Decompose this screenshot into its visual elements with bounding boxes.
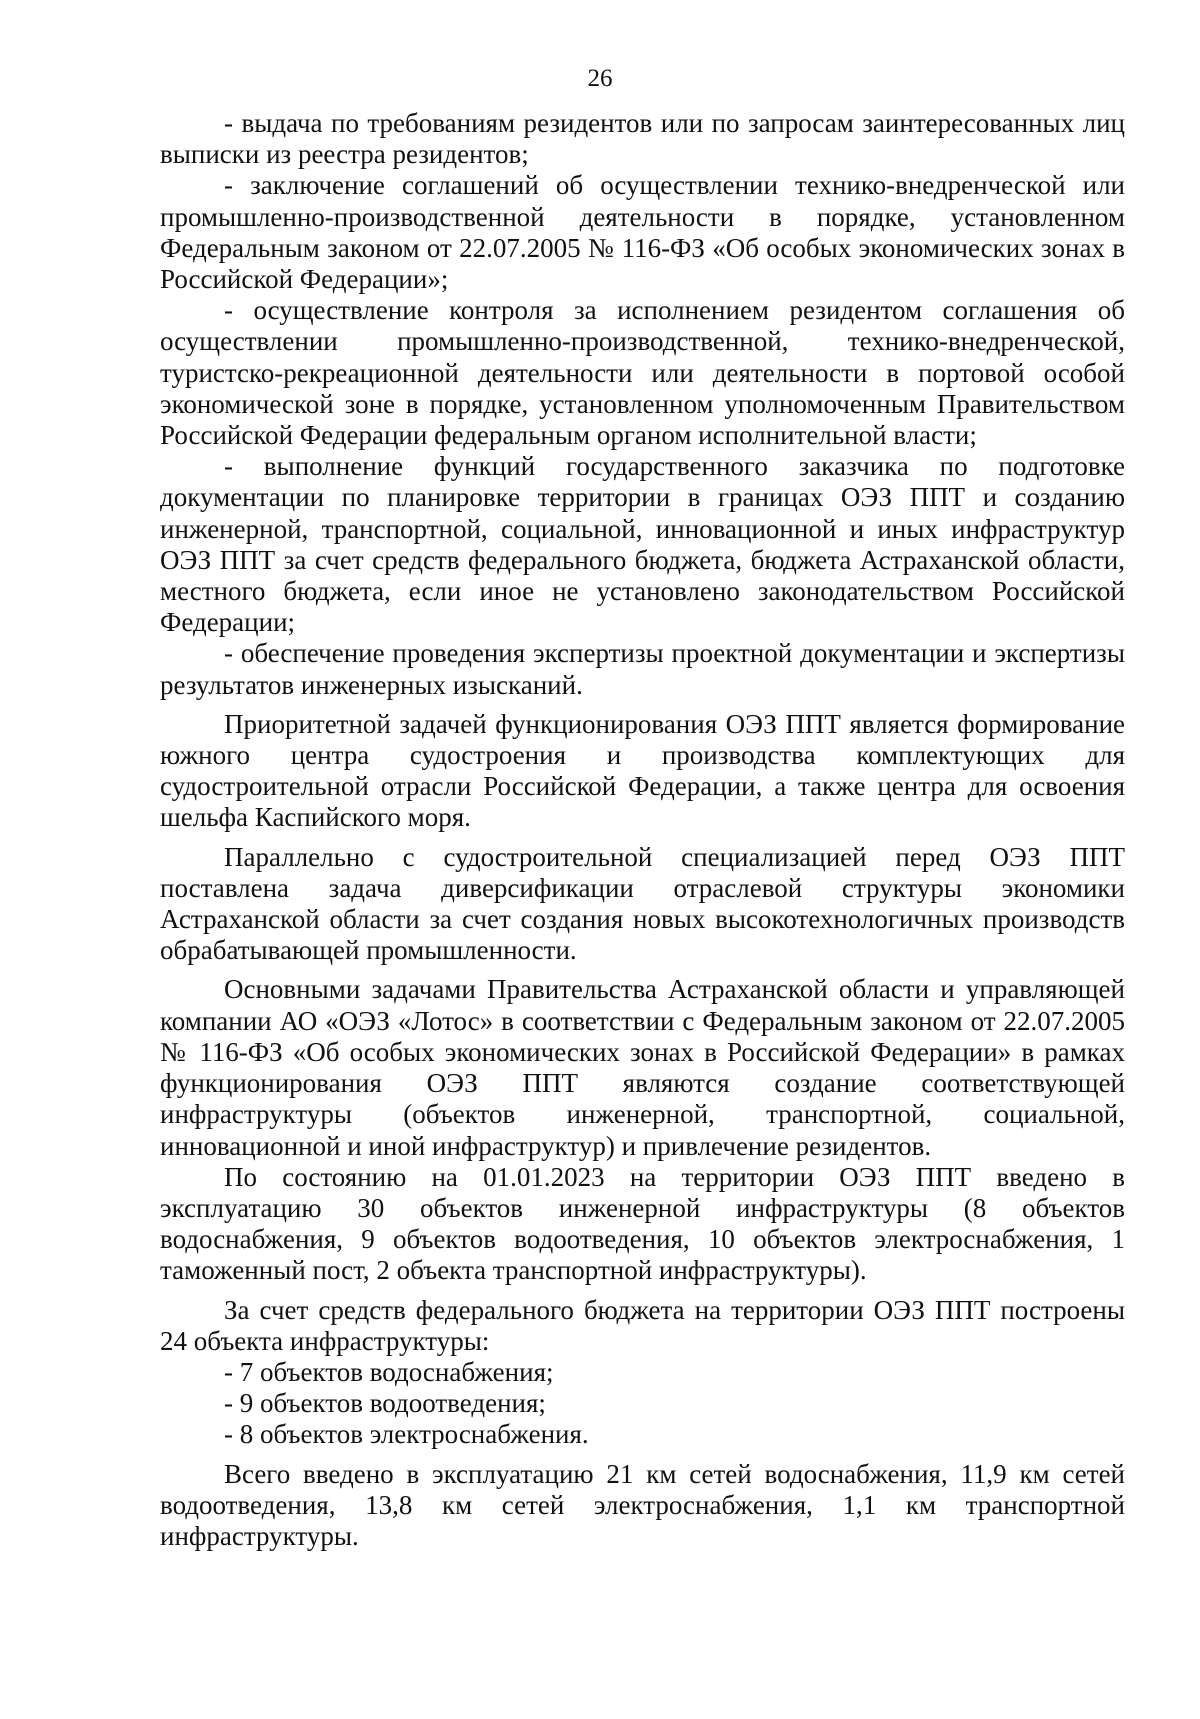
- paragraph-infrastructure-status: По состоянию на 01.01.2023 на территории ОЭЗ ППТ введено в эксплуатацию 30 объектов инженерной инфраструктуры (8 объектов водоснабжения, 9 объектов водоотведения, 10 объектов электроснабжения, 1 таможенный пост, 2 объекта транспортной инфраструктуры).: [160, 1161, 1125, 1286]
- paragraph-diversification: Параллельно с судостроительной специализацией перед ОЭЗ ППТ поставлена задача диверсификации отраслевой структуры экономики Астраханской области за счет создания новых высокотехнологичных производств обрабатывающей промышленности.: [160, 841, 1125, 966]
- paragraph-networks-total: Всего введено в эксплуатацию 21 км сетей водоснабжения, 11,9 км сетей водоотведения, 13,8 км сетей электроснабжения, 1,1 км транспортной инфраструктуры.: [160, 1458, 1125, 1551]
- list-item-power-supply: - 8 объектов электроснабжения.: [224, 1419, 589, 1450]
- paragraph-federal-budget-objects: За счет средств федерального бюджета на территории ОЭЗ ППТ построены 24 объекта инфраструктуры:: [160, 1294, 1125, 1356]
- list-item-water-disposal: - 9 объектов водоотведения;: [224, 1388, 546, 1419]
- page-number: 26: [587, 65, 613, 92]
- document-body: [160, 108, 1125, 1552]
- paragraph-agreement-control: - осуществление контроля за исполнением резидентом соглашения об осуществлении промышленно-производственной, технико-внедренческой, туристско-рекреационной деятельности или деятельности в портовой особой экономической зоне в порядке, установленном уполномоченным Правительством Российской Федерации федеральным органом исполнительной власти;: [160, 295, 1125, 451]
- paragraph-main-tasks: Основными задачами Правительства Астраханской области и управляющей компании АО «ОЭЗ «Лотос» в соответствии с Федеральным законом от 22.07.2005 № 116-ФЗ «Об особых экономических зонах в Российской Федерации» в рамках функционирования ОЭЗ ППТ являются создание соответствующей инфраструктуры (объектов инженерной, транспортной, социальной, инновационной и иной инфраструктур) и привлечение резидентов.: [160, 974, 1125, 1161]
- list-item-water-supply: - 7 объектов водоснабжения;: [224, 1356, 554, 1387]
- paragraph-residents-register-extract: - выдача по требованиям резидентов или по запросам заинтересованных лиц выписки из реестра резидентов;: [160, 108, 1125, 170]
- paragraph-priority-task: Приоритетной задачей функционирования ОЭЗ ППТ является формирование южного центра судостроения и производства комплектующих для судостроительной отрасли Российской Федерации, а также центра для освоения шельфа Каспийского моря.: [160, 708, 1125, 833]
- paragraph-agreements-conclusion: - заключение соглашений об осуществлении технико-внедренческой или промышленно-производственной деятельности в порядке, установленном Федеральным законом от 22.07.2005 № 116-ФЗ «Об особых экономических зонах в Российской Федерации»;: [160, 170, 1125, 295]
- paragraph-state-customer-functions: - выполнение функций государственного заказчика по подготовке документации по планировке территории в границах ОЭЗ ППТ и созданию инженерной, транспортной, социальной, инновационной и иных инфраструктур ОЭЗ ППТ за счет средств федерального бюджета, бюджета Астраханской области, местного бюджета, если иное не установлено законодательством Российской Федерации;: [160, 451, 1125, 638]
- paragraph-expertise: - обеспечение проведения экспертизы проектной документации и экспертизы результатов инженерных изысканий.: [160, 638, 1125, 700]
